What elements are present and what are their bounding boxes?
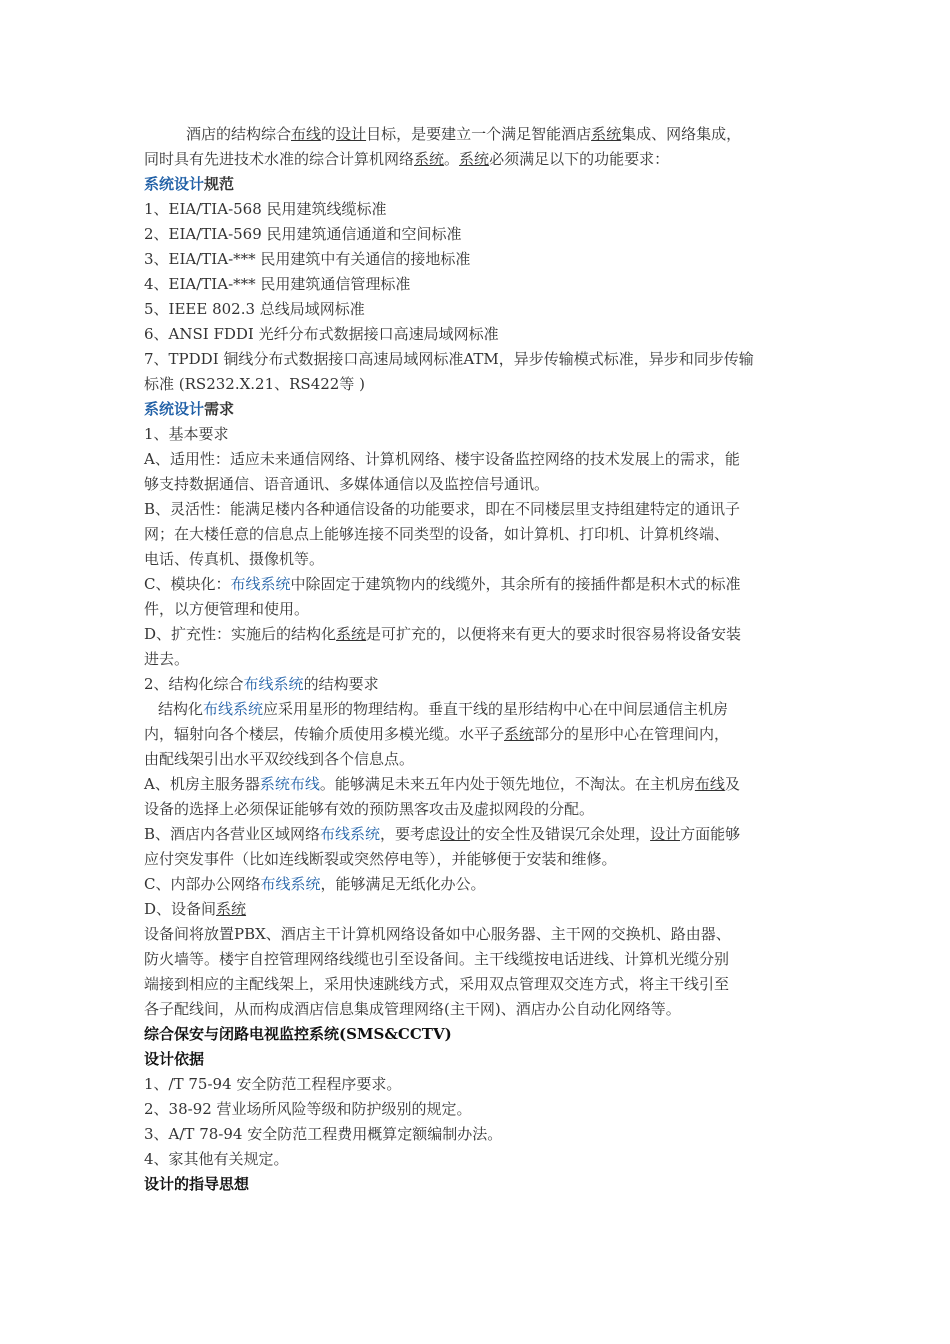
req-b-line: 电话、传真机、摄像机等。 bbox=[144, 550, 325, 568]
basis-item: 2、38-92 营业场所风险等级和防护级别的规定。 bbox=[144, 1100, 472, 1118]
s-d-line: D、设备间系统 bbox=[144, 900, 247, 918]
struct-heading: 2、结构化综合布线系统的结构要求 bbox=[144, 675, 379, 693]
s-c-line: C、内部办公网络布线系统，能够满足无纸化办公。 bbox=[144, 875, 486, 893]
heading-design-guide: 设计的指导思想 bbox=[144, 1175, 250, 1193]
req-c-line: 件，以方便管理和使用。 bbox=[144, 600, 310, 618]
req-d-line: D、扩充性：实施后的结构化系统是可扩充的，以便将来有更大的要求时很容易将设备安装 bbox=[144, 625, 742, 643]
basis-item: 1、/T 75-94 安全防范工程程序要求。 bbox=[144, 1075, 402, 1093]
s-b-line: 应付突发事件（比如连线断裂或突然停电等），并能够便于安装和维修。 bbox=[144, 850, 617, 868]
struct-line-2: 内，辐射向各个楼层，传输介质使用多模光缆。水平子系统部分的星形中心在管理间内， bbox=[144, 725, 730, 743]
intro-line-1: 酒店的结构综合布线的设计目标，是要建立一个满足智能酒店系统集成、网络集成， bbox=[186, 125, 742, 143]
basis-item: 3、A/T 78-94 安全防范工程费用概算定额编制办法。 bbox=[144, 1125, 503, 1143]
s-d-para-line: 防火墙等。楼宇自控管理网络线缆也引至设备间。主干线缆按电话进线、计算机光缆分别 bbox=[144, 950, 730, 968]
s-d-para-line: 各子配线间，从而构成酒店信息集成管理网络(主干网)、酒店办公自动化网络等。 bbox=[144, 1000, 681, 1018]
link-sheji[interactable]: 设计 bbox=[650, 825, 681, 843]
spec-item: 1、EIA/TIA-568 民用建筑线缆标准 bbox=[144, 200, 387, 218]
heading-system-design-spec: 系统设计规范 bbox=[144, 175, 235, 193]
spec-item: 7、TPDDI 铜线分布式数据接口高速局域网标准ATM，异步传输模式标准，异步和同步传输 bbox=[144, 350, 754, 368]
s-d-para-line: 端接到相应的主配线架上，采用快速跳线方式，采用双点管理双交连方式，将主干线引至 bbox=[144, 975, 730, 993]
req-b-line: B、灵活性：能满足楼内各种通信设备的功能要求，即在不同楼层里支持组建特定的通讯子 bbox=[144, 500, 741, 518]
s-d-para-line: 设备间将放置PBX、酒店主干计算机网络设备如中心服务器、主干网的交换机、路由器、 bbox=[144, 925, 731, 943]
link-cabling-system[interactable]: 布线系统 bbox=[243, 675, 304, 693]
struct-line-1: 结构化布线系统应采用星形的物理结构。垂直干线的星形结构中心在中间层通信主机房 bbox=[158, 700, 729, 718]
link-buxian[interactable]: 布线 bbox=[291, 125, 322, 143]
spec-item: 标准 (RS232.X.21、RS422等 ) bbox=[144, 375, 365, 393]
link-cabling-system[interactable]: 布线系统 bbox=[203, 700, 264, 718]
s-b-line: B、酒店内各营业区域网络布线系统，要考虑设计的安全性及错误冗余处理，设计方面能够 bbox=[144, 825, 741, 843]
link-system-design[interactable]: 系统设计 bbox=[144, 175, 205, 193]
link-system-design[interactable]: 系统设计 bbox=[144, 400, 205, 418]
spec-item: 4、EIA/TIA-*** 民用建筑通信管理标准 bbox=[144, 275, 411, 293]
link-xitong[interactable]: 系统 bbox=[414, 150, 445, 168]
heading-system-design-req: 系统设计需求 bbox=[144, 400, 235, 418]
link-cabling-system[interactable]: 布线系统 bbox=[230, 575, 291, 593]
link-xitong[interactable]: 系统 bbox=[336, 625, 367, 643]
link-cabling-system[interactable]: 布线系统 bbox=[320, 825, 381, 843]
req-a-line: A、适用性：适应未来通信网络、计算机网络、楼宇设备监控网络的技术发展上的需求，能 bbox=[144, 450, 740, 468]
link-cabling-system[interactable]: 布线系统 bbox=[260, 875, 321, 893]
req-basic: 1、基本要求 bbox=[144, 425, 229, 443]
link-sheji[interactable]: 设计 bbox=[336, 125, 367, 143]
req-b-line: 网；在大楼任意的信息点上能够连接不同类型的设备，如计算机、打印机、计算机终端、 bbox=[144, 525, 730, 543]
s-a-line: 设备的选择上必须保证能够有效的预防黑客攻击及虚拟网段的分配。 bbox=[144, 800, 595, 818]
link-buxian[interactable]: 布线 bbox=[694, 775, 725, 793]
req-c-line: C、模块化：布线系统中除固定于建筑物内的线缆外，其余所有的接插件都是积木式的标准 bbox=[144, 575, 741, 593]
spec-item: 5、IEEE 802.3 总线局域网标准 bbox=[144, 300, 365, 318]
struct-line-3: 由配线架引出水平双绞线到各个信息点。 bbox=[144, 750, 415, 768]
link-sheji[interactable]: 设计 bbox=[440, 825, 471, 843]
link-system-cabling[interactable]: 系统布线 bbox=[259, 775, 320, 793]
link-xitong[interactable]: 系统 bbox=[591, 125, 622, 143]
req-d-line: 进去。 bbox=[144, 650, 190, 668]
spec-item: 2、EIA/TIA-569 民用建筑通信通道和空间标准 bbox=[144, 225, 462, 243]
document-body bbox=[144, 122, 809, 1197]
heading-design-basis: 设计依据 bbox=[144, 1050, 205, 1068]
spec-item: 6、ANSI FDDI 光纤分布式数据接口高速局域网标准 bbox=[144, 325, 499, 343]
link-xitong[interactable]: 系统 bbox=[459, 150, 490, 168]
s-a-line: A、机房主服务器系统布线。能够满足未来五年内处于领先地位，不淘汰。在主机房布线及 bbox=[144, 775, 740, 793]
intro-line-2: 同时具有先进技术水准的综合计算机网络系统。系统必须满足以下的功能要求： bbox=[144, 150, 670, 168]
heading-sms-cctv: 综合保安与闭路电视监控系统(SMS&CCTV) bbox=[144, 1025, 452, 1043]
link-xitong[interactable]: 系统 bbox=[216, 900, 247, 918]
req-a-line: 够支持数据通信、语音通讯、多媒体通信以及监控信号通讯。 bbox=[144, 475, 550, 493]
basis-item: 4、家其他有关规定。 bbox=[144, 1150, 289, 1168]
link-xitong[interactable]: 系统 bbox=[504, 725, 535, 743]
spec-item: 3、EIA/TIA-*** 民用建筑中有关通信的接地标准 bbox=[144, 250, 471, 268]
